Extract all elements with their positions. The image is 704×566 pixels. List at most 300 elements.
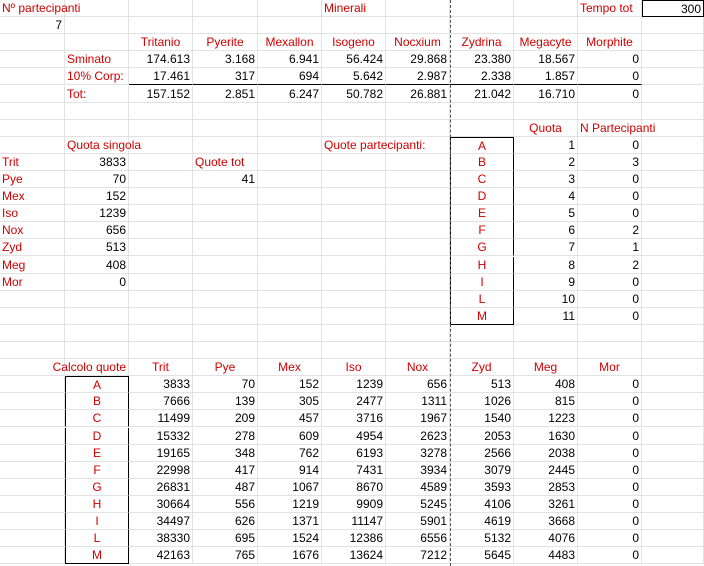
- calcolo-value[interactable]: 762: [258, 445, 322, 462]
- calcolo-value[interactable]: 152: [258, 376, 322, 393]
- participant-letter[interactable]: A: [450, 137, 514, 154]
- grid-cell[interactable]: [578, 325, 642, 342]
- quota-singola-value[interactable]: 408: [65, 257, 129, 274]
- grid-cell[interactable]: [258, 308, 322, 325]
- participant-letter[interactable]: L: [450, 291, 514, 308]
- grid-cell[interactable]: [193, 17, 258, 34]
- grid-cell[interactable]: [129, 205, 193, 222]
- grid-cell[interactable]: [322, 171, 386, 188]
- calcolo-value[interactable]: 1067: [258, 479, 322, 496]
- participant-quota[interactable]: 1: [514, 137, 578, 154]
- grid-cell[interactable]: [0, 291, 65, 308]
- calcolo-header[interactable]: Nox: [386, 359, 450, 376]
- calcolo-value[interactable]: 0: [578, 376, 642, 393]
- quota-singola-value[interactable]: 3833: [65, 154, 129, 171]
- calcolo-value[interactable]: 1524: [258, 530, 322, 547]
- grid-cell[interactable]: [193, 257, 258, 274]
- grid-cell[interactable]: [642, 479, 704, 496]
- corp-value[interactable]: 1.857: [514, 68, 578, 85]
- calcolo-value[interactable]: 42163: [129, 547, 193, 564]
- grid-cell[interactable]: [0, 120, 65, 137]
- n-partecipanti-label[interactable]: Nº partecipanti: [0, 0, 129, 17]
- grid-cell[interactable]: [514, 17, 578, 34]
- calcolo-value[interactable]: 70: [193, 376, 258, 393]
- calcolo-value[interactable]: 278: [193, 428, 258, 445]
- grid-cell[interactable]: [0, 393, 65, 410]
- quota-singola-value[interactable]: 70: [65, 171, 129, 188]
- calcolo-value[interactable]: 815: [514, 393, 578, 410]
- quota-singola-label[interactable]: Quota singola: [65, 137, 193, 154]
- grid-cell[interactable]: [258, 222, 322, 239]
- calcolo-value[interactable]: 695: [193, 530, 258, 547]
- grid-cell[interactable]: [322, 222, 386, 239]
- grid-cell[interactable]: [642, 359, 704, 376]
- grid-cell[interactable]: [642, 376, 704, 393]
- calcolo-letter[interactable]: H: [65, 496, 129, 513]
- calcolo-letter[interactable]: B: [65, 393, 129, 410]
- calcolo-value[interactable]: 4954: [322, 428, 386, 445]
- grid-cell[interactable]: [642, 103, 704, 120]
- calcolo-value[interactable]: 1311: [386, 393, 450, 410]
- participant-letter[interactable]: H: [450, 257, 514, 274]
- calcolo-value[interactable]: 209: [193, 410, 258, 427]
- grid-cell[interactable]: [193, 137, 258, 154]
- participant-count[interactable]: 3: [578, 154, 642, 171]
- participant-count[interactable]: 2: [578, 222, 642, 239]
- grid-cell[interactable]: [514, 342, 578, 359]
- calcolo-letter[interactable]: G: [65, 479, 129, 496]
- sminato-value[interactable]: 23.380: [450, 51, 514, 68]
- grid-cell[interactable]: [258, 188, 322, 205]
- calcolo-value[interactable]: 3261: [514, 496, 578, 513]
- grid-cell[interactable]: [642, 257, 704, 274]
- grid-cell[interactable]: [193, 325, 258, 342]
- grid-cell[interactable]: [642, 274, 704, 291]
- grid-cell[interactable]: [642, 205, 704, 222]
- participant-letter[interactable]: B: [450, 154, 514, 171]
- calcolo-value[interactable]: 34497: [129, 513, 193, 530]
- grid-cell[interactable]: [0, 547, 65, 564]
- grid-cell[interactable]: [0, 308, 65, 325]
- calcolo-value[interactable]: 0: [578, 496, 642, 513]
- calcolo-value[interactable]: 7666: [129, 393, 193, 410]
- grid-cell[interactable]: [322, 325, 386, 342]
- grid-cell[interactable]: [65, 34, 129, 51]
- grid-cell[interactable]: [450, 0, 514, 17]
- calcolo-value[interactable]: 513: [450, 376, 514, 393]
- mineral-header[interactable]: Morphite: [578, 34, 642, 51]
- calcolo-value[interactable]: 656: [386, 376, 450, 393]
- calcolo-value[interactable]: 457: [258, 410, 322, 427]
- corp-value[interactable]: 2.987: [386, 68, 450, 85]
- tot-value[interactable]: 26.881: [386, 86, 450, 103]
- grid-cell[interactable]: [65, 325, 129, 342]
- quota-singola-value[interactable]: 513: [65, 239, 129, 256]
- calcolo-value[interactable]: 38330: [129, 530, 193, 547]
- grid-cell[interactable]: [322, 257, 386, 274]
- mineral-header[interactable]: Tritanio: [129, 34, 193, 51]
- grid-cell[interactable]: [193, 205, 258, 222]
- grid-cell[interactable]: [258, 171, 322, 188]
- calcolo-value[interactable]: 2623: [386, 428, 450, 445]
- participant-letter[interactable]: M: [450, 308, 514, 325]
- calcolo-value[interactable]: 305: [258, 393, 322, 410]
- grid-cell[interactable]: [0, 376, 65, 393]
- calcolo-value[interactable]: 3278: [386, 445, 450, 462]
- quota-singola-name[interactable]: Mex: [0, 188, 65, 205]
- calcolo-value[interactable]: 5132: [450, 530, 514, 547]
- participant-letter[interactable]: D: [450, 188, 514, 205]
- calcolo-value[interactable]: 3079: [450, 462, 514, 479]
- grid-cell[interactable]: [0, 137, 65, 154]
- calcolo-header[interactable]: Meg: [514, 359, 578, 376]
- calcolo-header[interactable]: Zyd: [450, 359, 514, 376]
- grid-cell[interactable]: [129, 274, 193, 291]
- grid-cell[interactable]: [193, 120, 258, 137]
- quote-tot-label[interactable]: Quote tot: [193, 154, 258, 171]
- calcolo-value[interactable]: 4483: [514, 547, 578, 564]
- calcolo-value[interactable]: 30664: [129, 496, 193, 513]
- participant-quota[interactable]: 6: [514, 222, 578, 239]
- grid-cell[interactable]: [0, 34, 65, 51]
- calcolo-value[interactable]: 4106: [450, 496, 514, 513]
- grid-cell[interactable]: [514, 103, 578, 120]
- grid-cell[interactable]: [578, 103, 642, 120]
- participant-count[interactable]: 1: [578, 239, 642, 256]
- calcolo-value[interactable]: 1223: [514, 410, 578, 427]
- participant-count[interactable]: 0: [578, 205, 642, 222]
- grid-cell[interactable]: [193, 291, 258, 308]
- grid-cell[interactable]: [386, 274, 450, 291]
- minerali-label[interactable]: Minerali: [322, 0, 450, 17]
- grid-cell[interactable]: [642, 137, 704, 154]
- grid-cell[interactable]: [642, 325, 704, 342]
- participant-letter[interactable]: F: [450, 222, 514, 239]
- tempo-tot-label[interactable]: Tempo tot: [578, 0, 642, 17]
- calcolo-value[interactable]: 3934: [386, 462, 450, 479]
- grid-cell[interactable]: [386, 120, 450, 137]
- grid-cell[interactable]: [450, 17, 514, 34]
- grid-cell[interactable]: [0, 445, 65, 462]
- calcolo-value[interactable]: 26831: [129, 479, 193, 496]
- n-partecipanti-value[interactable]: 7: [0, 17, 65, 34]
- calcolo-value[interactable]: 0: [578, 479, 642, 496]
- sminato-value[interactable]: 29.868: [386, 51, 450, 68]
- grid-cell[interactable]: [258, 0, 322, 17]
- participant-quota[interactable]: 9: [514, 274, 578, 291]
- grid-cell[interactable]: [386, 325, 450, 342]
- grid-cell[interactable]: [129, 188, 193, 205]
- grid-cell[interactable]: [322, 154, 386, 171]
- grid-cell[interactable]: [258, 325, 322, 342]
- participant-quota[interactable]: 2: [514, 154, 578, 171]
- participant-quota[interactable]: 11: [514, 308, 578, 325]
- calcolo-letter[interactable]: C: [65, 410, 129, 427]
- calcolo-value[interactable]: 765: [193, 547, 258, 564]
- grid-cell[interactable]: [258, 342, 322, 359]
- calcolo-value[interactable]: 1026: [450, 393, 514, 410]
- quota-singola-value[interactable]: 152: [65, 188, 129, 205]
- grid-cell[interactable]: [386, 222, 450, 239]
- tot-value[interactable]: 157.152: [129, 86, 193, 103]
- tot-value[interactable]: 6.247: [258, 86, 322, 103]
- grid-cell[interactable]: [386, 257, 450, 274]
- grid-cell[interactable]: [65, 291, 129, 308]
- calcolo-value[interactable]: 0: [578, 393, 642, 410]
- calcolo-letter[interactable]: I: [65, 513, 129, 530]
- quote-partecipanti-label[interactable]: Quote partecipanti:: [322, 137, 450, 154]
- tot-value[interactable]: 16.710: [514, 86, 578, 103]
- sminato-label[interactable]: Sminato: [65, 51, 129, 68]
- grid-cell[interactable]: [0, 68, 65, 85]
- grid-cell[interactable]: [642, 154, 704, 171]
- grid-cell[interactable]: [642, 222, 704, 239]
- calcolo-letter[interactable]: L: [65, 530, 129, 547]
- grid-cell[interactable]: [642, 291, 704, 308]
- sminato-value[interactable]: 18.567: [514, 51, 578, 68]
- calcolo-value[interactable]: 2038: [514, 445, 578, 462]
- calcolo-value[interactable]: 5245: [386, 496, 450, 513]
- grid-cell[interactable]: [129, 154, 193, 171]
- calcolo-value[interactable]: 0: [578, 445, 642, 462]
- calcolo-letter[interactable]: M: [65, 547, 129, 564]
- grid-cell[interactable]: [129, 120, 193, 137]
- calcolo-value[interactable]: 0: [578, 513, 642, 530]
- calcolo-value[interactable]: 2477: [322, 393, 386, 410]
- quota-singola-name[interactable]: Nox: [0, 222, 65, 239]
- grid-cell[interactable]: [129, 0, 193, 17]
- grid-cell[interactable]: [642, 188, 704, 205]
- grid-cell[interactable]: [0, 51, 65, 68]
- grid-cell[interactable]: [258, 103, 322, 120]
- calcolo-value[interactable]: 609: [258, 428, 322, 445]
- grid-cell[interactable]: [0, 496, 65, 513]
- participant-count[interactable]: 0: [578, 188, 642, 205]
- sminato-value[interactable]: 174.613: [129, 51, 193, 68]
- grid-cell[interactable]: [129, 239, 193, 256]
- participant-quota[interactable]: 7: [514, 239, 578, 256]
- calcolo-value[interactable]: 9909: [322, 496, 386, 513]
- calcolo-value[interactable]: 13624: [322, 547, 386, 564]
- quota-singola-value[interactable]: 1239: [65, 205, 129, 222]
- calcolo-letter[interactable]: E: [65, 445, 129, 462]
- quota-singola-name[interactable]: Mor: [0, 274, 65, 291]
- calcolo-value[interactable]: 11499: [129, 410, 193, 427]
- grid-cell[interactable]: [322, 120, 386, 137]
- corp-value[interactable]: 694: [258, 68, 322, 85]
- grid-cell[interactable]: [129, 257, 193, 274]
- grid-cell[interactable]: [450, 325, 514, 342]
- grid-cell[interactable]: [258, 137, 322, 154]
- sminato-value[interactable]: 6.941: [258, 51, 322, 68]
- grid-cell[interactable]: [642, 34, 704, 51]
- quota-singola-name[interactable]: Trit: [0, 154, 65, 171]
- grid-cell[interactable]: [322, 17, 386, 34]
- grid-cell[interactable]: [258, 257, 322, 274]
- calcolo-value[interactable]: 6193: [322, 445, 386, 462]
- mineral-header[interactable]: Megacyte: [514, 34, 578, 51]
- calcolo-value[interactable]: 1630: [514, 428, 578, 445]
- grid-cell[interactable]: [193, 308, 258, 325]
- calcolo-value[interactable]: 1219: [258, 496, 322, 513]
- grid-cell[interactable]: [0, 410, 65, 427]
- calcolo-letter[interactable]: D: [65, 428, 129, 445]
- tot-value[interactable]: 0: [578, 86, 642, 103]
- quota-header[interactable]: Quota: [514, 120, 578, 137]
- grid-cell[interactable]: [386, 103, 450, 120]
- calcolo-value[interactable]: 0: [578, 462, 642, 479]
- calcolo-value[interactable]: 1967: [386, 410, 450, 427]
- grid-cell[interactable]: [65, 342, 129, 359]
- grid-cell[interactable]: [386, 308, 450, 325]
- tot-value[interactable]: 21.042: [450, 86, 514, 103]
- calcolo-value[interactable]: 3593: [450, 479, 514, 496]
- calcolo-value[interactable]: 2853: [514, 479, 578, 496]
- corp-value[interactable]: 17.461: [129, 68, 193, 85]
- calcolo-value[interactable]: 8670: [322, 479, 386, 496]
- grid-cell[interactable]: [642, 496, 704, 513]
- grid-cell[interactable]: [129, 222, 193, 239]
- grid-cell[interactable]: [129, 291, 193, 308]
- grid-cell[interactable]: [642, 171, 704, 188]
- corp-value[interactable]: 317: [193, 68, 258, 85]
- calcolo-value[interactable]: 2053: [450, 428, 514, 445]
- calcolo-value[interactable]: 22998: [129, 462, 193, 479]
- grid-cell[interactable]: [0, 513, 65, 530]
- grid-cell[interactable]: [642, 308, 704, 325]
- calcolo-value[interactable]: 1540: [450, 410, 514, 427]
- grid-cell[interactable]: [193, 222, 258, 239]
- calcolo-value[interactable]: 0: [578, 428, 642, 445]
- calcolo-value[interactable]: 0: [578, 547, 642, 564]
- grid-cell[interactable]: [642, 530, 704, 547]
- quota-singola-value[interactable]: 656: [65, 222, 129, 239]
- calcolo-value[interactable]: 417: [193, 462, 258, 479]
- participant-count[interactable]: 0: [578, 171, 642, 188]
- grid-cell[interactable]: [258, 120, 322, 137]
- grid-cell[interactable]: [0, 479, 65, 496]
- grid-cell[interactable]: [322, 188, 386, 205]
- participant-count[interactable]: 0: [578, 291, 642, 308]
- corp-value[interactable]: 0: [578, 68, 642, 85]
- calcolo-value[interactable]: 2445: [514, 462, 578, 479]
- grid-cell[interactable]: [258, 239, 322, 256]
- grid-cell[interactable]: [129, 171, 193, 188]
- calcolo-header[interactable]: Mex: [258, 359, 322, 376]
- grid-cell[interactable]: [514, 325, 578, 342]
- calcolo-value[interactable]: 1239: [322, 376, 386, 393]
- grid-cell[interactable]: [450, 120, 514, 137]
- grid-cell[interactable]: [578, 17, 642, 34]
- participant-quota[interactable]: 5: [514, 205, 578, 222]
- mineral-header[interactable]: Nocxium: [386, 34, 450, 51]
- grid-cell[interactable]: [450, 103, 514, 120]
- tempo-tot-value[interactable]: 300: [642, 0, 704, 17]
- calcolo-header[interactable]: Pye: [193, 359, 258, 376]
- calcolo-letter[interactable]: F: [65, 462, 129, 479]
- grid-cell[interactable]: [450, 342, 514, 359]
- grid-cell[interactable]: [258, 274, 322, 291]
- calcolo-value[interactable]: 11147: [322, 513, 386, 530]
- grid-cell[interactable]: [322, 103, 386, 120]
- calcolo-value[interactable]: 7212: [386, 547, 450, 564]
- calcolo-value[interactable]: 6556: [386, 530, 450, 547]
- calcolo-header[interactable]: Mor: [578, 359, 642, 376]
- grid-cell[interactable]: [642, 462, 704, 479]
- participant-quota[interactable]: 3: [514, 171, 578, 188]
- grid-cell[interactable]: [129, 17, 193, 34]
- calcolo-value[interactable]: 0: [578, 530, 642, 547]
- corp-value[interactable]: 5.642: [322, 68, 386, 85]
- mineral-header[interactable]: Isogeno: [322, 34, 386, 51]
- grid-cell[interactable]: [386, 188, 450, 205]
- grid-cell[interactable]: [322, 291, 386, 308]
- calcolo-value[interactable]: 3833: [129, 376, 193, 393]
- participant-quota[interactable]: 4: [514, 188, 578, 205]
- grid-cell[interactable]: [386, 291, 450, 308]
- participant-count[interactable]: 2: [578, 257, 642, 274]
- grid-cell[interactable]: [322, 239, 386, 256]
- quote-tot-value[interactable]: 41: [193, 171, 258, 188]
- quota-singola-name[interactable]: Pye: [0, 171, 65, 188]
- grid-cell[interactable]: [129, 325, 193, 342]
- grid-cell[interactable]: [258, 17, 322, 34]
- grid-cell[interactable]: [642, 51, 704, 68]
- grid-cell[interactable]: [193, 188, 258, 205]
- calcolo-value[interactable]: 348: [193, 445, 258, 462]
- tot-value[interactable]: 50.782: [322, 86, 386, 103]
- tot-label[interactable]: Tot:: [65, 86, 129, 103]
- grid-cell[interactable]: [642, 445, 704, 462]
- calcolo-value[interactable]: 5645: [450, 547, 514, 564]
- quota-singola-value[interactable]: 0: [65, 274, 129, 291]
- grid-cell[interactable]: [0, 103, 65, 120]
- participant-count[interactable]: 0: [578, 137, 642, 154]
- participant-letter[interactable]: C: [450, 171, 514, 188]
- grid-cell[interactable]: [642, 547, 704, 564]
- mineral-header[interactable]: Mexallon: [258, 34, 322, 51]
- calcolo-value[interactable]: 4589: [386, 479, 450, 496]
- calcolo-value[interactable]: 2566: [450, 445, 514, 462]
- grid-cell[interactable]: [642, 410, 704, 427]
- participant-letter[interactable]: I: [450, 274, 514, 291]
- calcolo-header[interactable]: Iso: [322, 359, 386, 376]
- calcolo-value[interactable]: 19165: [129, 445, 193, 462]
- calcolo-value[interactable]: 139: [193, 393, 258, 410]
- grid-cell[interactable]: [0, 428, 65, 445]
- calcolo-value[interactable]: 408: [514, 376, 578, 393]
- grid-cell[interactable]: [642, 68, 704, 85]
- grid-cell[interactable]: [258, 205, 322, 222]
- calcolo-value[interactable]: 626: [193, 513, 258, 530]
- corp-value[interactable]: 2.338: [450, 68, 514, 85]
- sminato-value[interactable]: 3.168: [193, 51, 258, 68]
- grid-cell[interactable]: [642, 428, 704, 445]
- grid-cell[interactable]: [193, 239, 258, 256]
- grid-cell[interactable]: [65, 17, 129, 34]
- calcolo-value[interactable]: 15332: [129, 428, 193, 445]
- grid-cell[interactable]: [642, 513, 704, 530]
- grid-cell[interactable]: [193, 0, 258, 17]
- calcolo-value[interactable]: 4076: [514, 530, 578, 547]
- grid-cell[interactable]: [386, 17, 450, 34]
- grid-cell[interactable]: [65, 103, 129, 120]
- sminato-value[interactable]: 0: [578, 51, 642, 68]
- grid-cell[interactable]: [322, 308, 386, 325]
- grid-cell[interactable]: [0, 462, 65, 479]
- grid-cell[interactable]: [129, 103, 193, 120]
- grid-cell[interactable]: [65, 120, 129, 137]
